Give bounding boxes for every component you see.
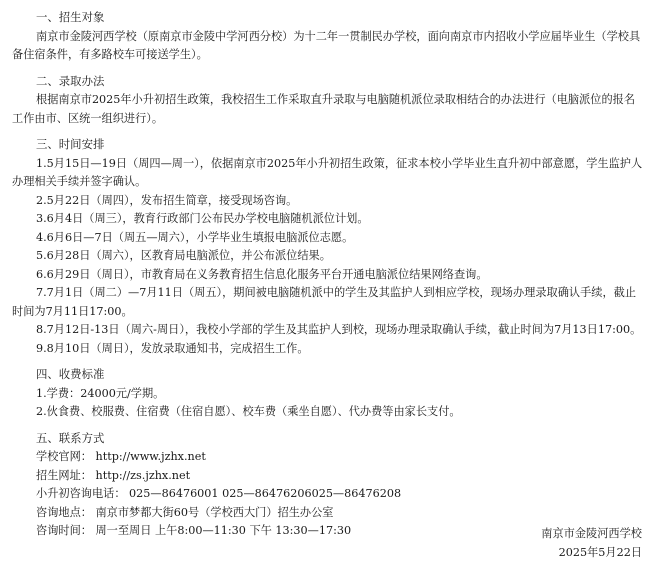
signature-org: 南京市金陵河西学校 bbox=[541, 527, 642, 540]
section-admission-method bbox=[12, 72, 648, 129]
section-body: 根据南京市2025年小升初招生政策，我校招生工作采取直升录取与电脑随机派位录取相结合的办法进行（电脑派位的报名工作由市、区统一组织进行）。 bbox=[12, 93, 636, 125]
section-heading: 一、招生对象 bbox=[36, 10, 105, 24]
section-heading: 五、联系方式 bbox=[36, 430, 105, 445]
section-heading: 四、收费标准 bbox=[36, 367, 105, 381]
schedule-item: 7.7月1日（周二）—7月11日（周五），期间被电脑随机派中的学生及其监护人到相应学校，现场办理录取确认手续，截止时间为7月11日17:00。 bbox=[12, 286, 637, 318]
section-fees bbox=[12, 365, 648, 422]
contact-admission-site: 招生网址： http://zs.jzhx.net bbox=[36, 468, 191, 482]
schedule-item: 2.5月22日（周四），发布招生简章，接受现场咨询。 bbox=[36, 193, 298, 207]
schedule-item: 4.6月6日—7日（周五—周六），小学毕业生填报电脑派位志愿。 bbox=[36, 230, 354, 244]
signature-date: 2025年5月22日 bbox=[558, 546, 642, 559]
contact-phone: 小升初咨询电话： 025—86476001 025—86476206025—86476208 bbox=[36, 487, 402, 500]
schedule-item: 1.5月15日—19日（周四—周一），依据南京市2025年小升初招生政策，征求本校小学毕业生直升初中部意愿，学生监护人办理相关手续并签字确认。 bbox=[12, 156, 643, 188]
schedule-item: 9.8月10日（周日），发放录取通知书，完成招生工作。 bbox=[36, 341, 309, 355]
section-body: 南京市金陵河西学校（原南京市金陵中学河西分校）为十二年一贯制民办学校，面向南京市内招收小学应届毕业生（学校具备住宿条件，有多路校车可接送学生）。 bbox=[12, 29, 641, 61]
fee-item: 2.伙食费、校服费、住宿费（住宿自愿）、校车费（乘坐自愿）、代办费等由家长支付。 bbox=[36, 405, 461, 418]
fee-item: 1.学费：24000元/学期。 bbox=[36, 386, 165, 400]
section-heading: 二、录取办法 bbox=[36, 73, 105, 88]
signature-block bbox=[541, 524, 642, 562]
section-enrollment-target bbox=[12, 8, 648, 65]
contact-address: 咨询地点： 南京市梦都大街60号（学校西大门）招生办公室 bbox=[36, 505, 334, 519]
schedule-item: 6.6月29日（周日），市教育局在义务教育招生信息化服务平台开通电脑派位结果网络查询。 bbox=[36, 267, 488, 281]
schedule-item: 3.6月4日（周三），教育行政部门公布民办学校电脑随机派位计划。 bbox=[36, 212, 369, 225]
schedule-item: 5.6月28日（周六），区教育局电脑派位，并公布派位结果。 bbox=[36, 249, 331, 262]
contact-website: 学校官网： http://www.jzhx.net bbox=[36, 450, 206, 463]
section-schedule bbox=[12, 135, 648, 358]
section-heading: 三、时间安排 bbox=[36, 137, 105, 151]
contact-hours: 咨询时间： 周一至周日 上午8:00—11:30 下午 13:30—17:30 bbox=[36, 524, 352, 537]
schedule-item: 8.7月12日-13日（周六-周日），我校小学部的学生及其监护人到校，现场办理录取确认手续，截止时间为7月13日17:00。 bbox=[36, 323, 642, 336]
